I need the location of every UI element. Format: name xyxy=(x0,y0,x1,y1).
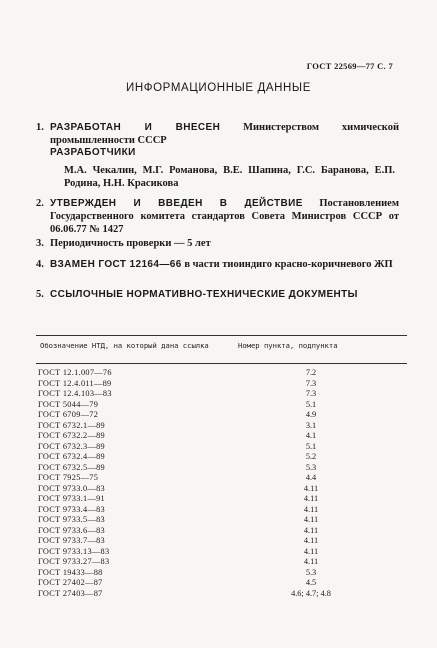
table-row xyxy=(38,484,378,494)
table-header-col1: Обозначение НТД, на который дана ссылка xyxy=(40,341,209,350)
section-text xyxy=(50,258,399,271)
clause-number: 7.3 xyxy=(305,378,317,388)
gost-designation: ГОСТ 12.4.103—83 xyxy=(38,389,112,398)
clause-number: 4.11 xyxy=(303,504,319,514)
table-header-rule xyxy=(36,363,407,364)
gost-designation: ГОСТ 19433—88 xyxy=(38,567,103,577)
clause-number: 4.11 xyxy=(303,557,319,566)
page-title: ИНФОРМАЦИОННЫЕ ДАННЫЕ xyxy=(126,82,311,94)
table-row xyxy=(38,568,378,578)
clause-number: 4.5 xyxy=(305,578,317,587)
clause-number: 4.11 xyxy=(303,515,319,524)
section-text xyxy=(50,121,399,147)
clause-number: 4.11 xyxy=(303,525,319,535)
gost-designation: ГОСТ 9733.6—83 xyxy=(38,525,105,535)
gost-designation: ГОСТ 27402—87 xyxy=(38,578,103,587)
section-lead: ВЗАМЕН ГОСТ 12164—66 xyxy=(50,259,182,270)
section-number: 2. xyxy=(36,198,44,209)
table-row xyxy=(38,589,378,599)
clause-number: 3.1 xyxy=(305,420,317,430)
gost-designation: ГОСТ 9733.4—83 xyxy=(38,504,105,514)
gost-designation: ГОСТ 9733.0—83 xyxy=(38,483,105,493)
clause-number: 5.2 xyxy=(305,452,317,461)
section-body: в части тиоиндиго красно-коричневого ЖП xyxy=(184,259,393,270)
developers-heading: РАЗРАБОТЧИКИ xyxy=(50,147,136,158)
clause-number: 5.1 xyxy=(305,441,317,451)
table-row xyxy=(38,557,378,567)
gost-designation: ГОСТ 27403—87 xyxy=(38,588,103,598)
clause-number: 5.3 xyxy=(305,462,317,472)
table-row xyxy=(38,536,378,546)
page-header-ref: ГОСТ 22569—77 С. 7 xyxy=(306,61,393,71)
clause-number: 5.1 xyxy=(305,399,317,409)
clause-number: 7.3 xyxy=(305,389,317,398)
section-lead: ССЫЛОЧНЫЕ НОРМАТИВНО-ТЕХНИЧЕСКИЕ ДОКУМЕНТЫ xyxy=(50,289,358,300)
gost-designation: ГОСТ 9733.7—83 xyxy=(38,536,105,545)
table-row xyxy=(38,452,378,462)
gost-designation: ГОСТ 7925—75 xyxy=(38,473,99,482)
gost-designation: ГОСТ 6732.2—89 xyxy=(38,431,105,440)
table-top-rule xyxy=(36,335,407,336)
table-row xyxy=(38,578,378,588)
gost-designation: ГОСТ 9733.5—83 xyxy=(38,515,105,524)
gost-designation: ГОСТ 6732.4—89 xyxy=(38,452,105,461)
section-number: 5. xyxy=(36,289,44,300)
section-body: Постановлением Государственного комитета стандартов Совета Министров СССР от 06.06.77 № 1427 xyxy=(50,198,399,235)
gost-designation: ГОСТ 6732.1—89 xyxy=(38,420,105,430)
table-row xyxy=(38,515,378,525)
table-row xyxy=(38,410,378,420)
gost-designation: ГОСТ 9733.27—83 xyxy=(38,557,110,566)
clause-number: 5.3 xyxy=(305,567,317,577)
gost-designation: ГОСТ 12.4.011—89 xyxy=(38,378,112,388)
clause-number: 4.11 xyxy=(303,483,319,493)
table-row xyxy=(38,442,378,452)
clause-number: 4.1 xyxy=(305,431,317,440)
section-number: 4. xyxy=(36,259,44,270)
clause-number: 7.2 xyxy=(305,368,317,377)
table-row xyxy=(38,463,378,473)
developers-names: М.А. Чекалин, М.Г. Романова, В.Е. Шапина, Г.С. Баранова, Е.П. Родина, Н.Н. Красикова xyxy=(64,165,395,189)
section-lead: УТВЕРЖДЕН И ВВЕДЕН В ДЕЙСТВИЕ xyxy=(50,198,303,209)
table-header-col2: Номер пункта, подпункта xyxy=(238,341,338,350)
gost-designation: ГОСТ 5044—79 xyxy=(38,399,99,409)
gost-designation: ГОСТ 9733.13—83 xyxy=(38,546,110,556)
section-number: 1. xyxy=(36,122,44,133)
table-row xyxy=(38,389,378,399)
clause-number: 4.9 xyxy=(305,410,317,419)
clause-number: 4.4 xyxy=(305,473,317,482)
gost-designation: ГОСТ 6709—72 xyxy=(38,410,99,419)
table-row xyxy=(38,421,378,431)
table-row xyxy=(38,547,378,557)
clause-number: 4.11 xyxy=(303,494,319,503)
clause-number: 4.6; 4.7; 4.8 xyxy=(291,588,331,598)
gost-designation: ГОСТ 6732.3—89 xyxy=(38,441,105,451)
gost-designation: ГОСТ 12.1.007—76 xyxy=(38,368,112,377)
table-row xyxy=(38,494,378,504)
table-row xyxy=(38,505,378,515)
table-row xyxy=(38,400,378,410)
gost-designation: ГОСТ 6732.5—89 xyxy=(38,462,105,472)
gost-designation: ГОСТ 9733.1—91 xyxy=(38,494,105,503)
section-text xyxy=(50,197,399,236)
table-row xyxy=(38,526,378,536)
section-body: Министерством химической промышленности СССР xyxy=(50,122,399,146)
table-row xyxy=(38,431,378,441)
clause-number: 4.11 xyxy=(303,546,319,556)
clause-number: 4.11 xyxy=(303,536,319,545)
table-row xyxy=(38,368,378,378)
section-number: 3. xyxy=(36,238,44,249)
table-row xyxy=(38,379,378,389)
section-body: Периодичность проверки — 5 лет xyxy=(50,238,211,249)
table-row xyxy=(38,473,378,483)
section-lead: РАЗРАБОТАН И ВНЕСЕН xyxy=(50,122,221,133)
